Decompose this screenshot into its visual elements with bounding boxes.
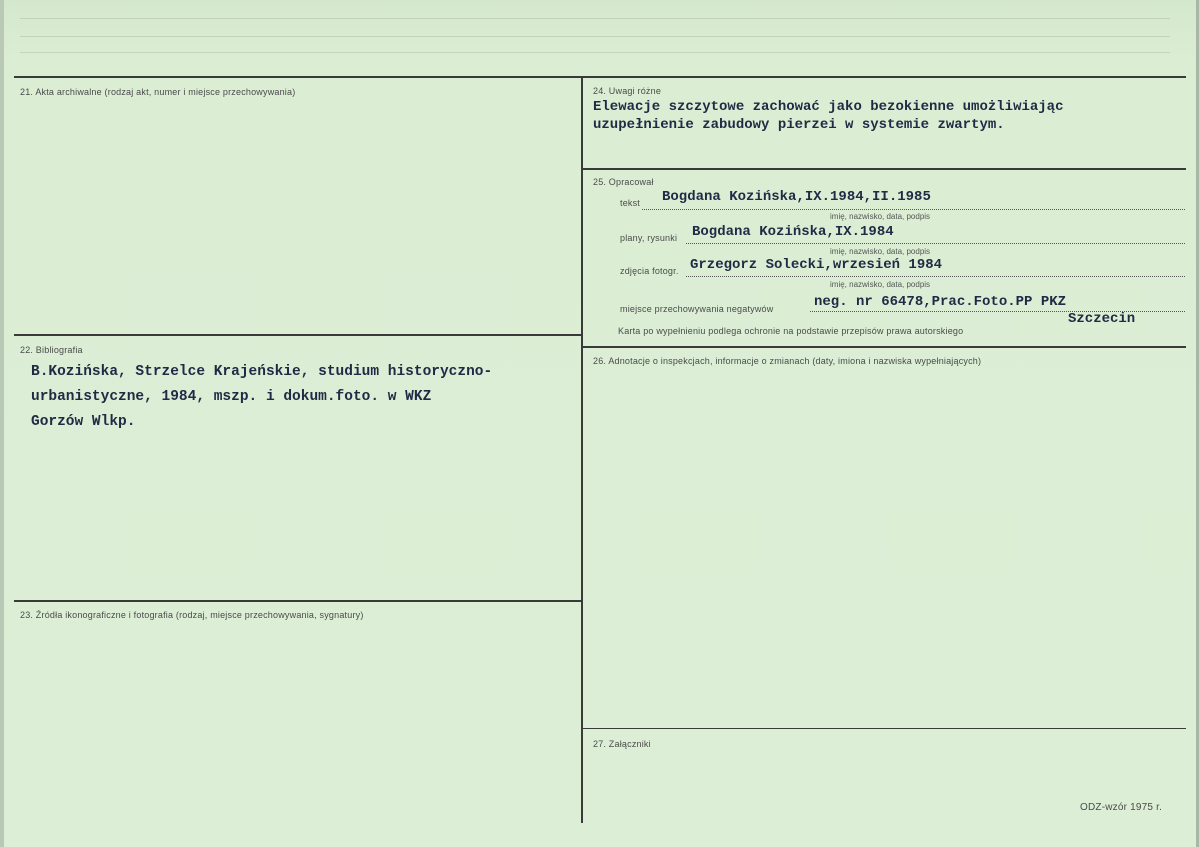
bleed-through-line [20,18,1170,19]
rule-24-25 [583,168,1186,170]
copyright-notice: Karta po wypełnieniu podlega ochronie na podstawie przepisów prawa autorskiego [618,326,964,336]
tekst-label: tekst [620,198,641,208]
plany-value: Bogdana Kozińska,IX.1984 [692,224,894,240]
section-21-label: 21. Akta archiwalne (rodzaj akt, numer i miejsce przechowywania) [20,87,296,97]
card-edge-left [0,0,4,847]
bleed-through-line [20,36,1170,37]
section-24-label: 24. Uwagi różne [593,86,662,96]
top-rule [14,76,1186,78]
tekst-dotline [642,209,1185,210]
section-25-label: 25. Opracował [593,177,654,187]
miejsce-value: neg. nr 66478,Prac.Foto.PP PKZ [814,294,1067,310]
bleed-through-line [20,52,1170,53]
rule-25-26 [583,346,1186,348]
zdjecia-caption: imię, nazwisko, data, podpis [830,280,931,289]
zdjecia-dotline [686,276,1185,277]
bibliography-line-2: urbanistyczne, 1984, mszp. i dokum.foto. w WKZ [31,389,432,405]
plany-dotline [686,243,1185,244]
zdjecia-label: zdjęcia fotogr. [620,266,679,276]
section-27-label: 27. Załączniki [593,739,651,749]
center-divider [581,78,583,823]
remarks-line-1: Elewacje szczytowe zachować jako bezokienne umożliwiając [593,99,1064,115]
section-22-label: 22. Bibliografia [20,345,83,355]
form-identifier: ODZ-wzór 1975 r. [1080,802,1163,813]
miejsce-label: miejsce przechowywania negatywów [620,304,774,314]
plany-label: plany, rysunki [620,233,678,243]
bibliography-line-1: B.Kozińska, Strzelce Krajeńskie, studium historyczno- [31,364,493,380]
rule-22-23 [14,600,581,602]
remarks-line-2: uzupełnienie zabudowy pierzei w systemie zwartym. [593,117,1005,133]
zdjecia-value: Grzegorz Solecki,wrzesień 1984 [690,257,943,273]
tekst-caption: imię, nazwisko, data, podpis [830,212,931,221]
section-23-label: 23. Źródła ikonograficzne i fotografia (rodzaj, miejsce przechowywania, sygnatury) [20,610,364,620]
tekst-value: Bogdana Kozińska,IX.1984,II.1985 [662,189,931,205]
bibliography-line-3: Gorzów Wlkp. [31,414,136,430]
rule-21-22 [14,334,581,336]
section-26-label: 26. Adnotacje o inspekcjach, informacje o zmianach (daty, imiona i nazwiska wypełniających) [593,356,982,366]
plany-caption: imię, nazwisko, data, podpis [830,247,931,256]
miejsce-value-2: Szczecin [1068,311,1136,327]
rule-26-27 [583,728,1186,729]
